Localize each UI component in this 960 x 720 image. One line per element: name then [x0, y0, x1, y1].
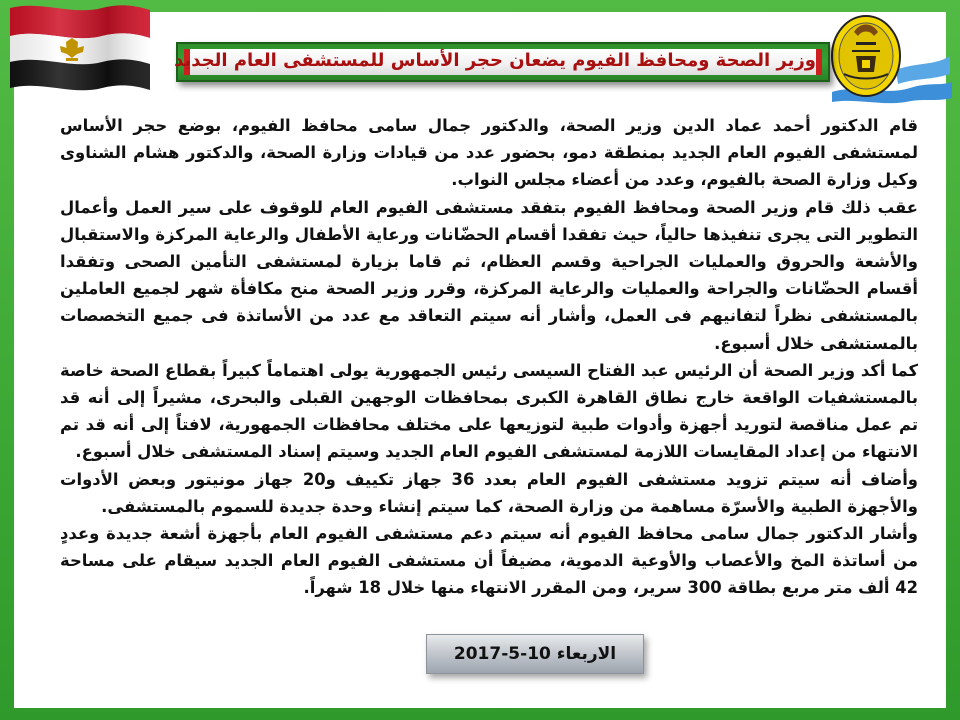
title-banner	[176, 42, 830, 82]
paragraph-2: عقب ذلك قام وزير الصحة ومحافظ الفيوم بتفقد مستشفى الفيوم العام للوقوف على سير العمل وأعمال التطوير التى يجرى تنفيذها حالياً، حيث تفقدا أقسام الحضّانات ورعاية الأطفال والرعاية المركزة والاستقبال والأشعة والحروق والعمليات الجراحية وقسم العظام، ثم قاما بزيارة لمستشفى التأمين الصحى وتفقدا أقسام الحضّانات والجراحة والعمليات والرعاية المركزة، وقرر وزير الصحة منح مكافأة شهر لجميع العاملين بالمستشفى نظراً لتفانيهم فى العمل، وأشار أنه سيتم التعاقد مع عدد من الأساتذة فى جميع التخصصات بالمستشفى خلال أسبوع.	[60, 197, 918, 353]
paragraph-3: كما أكد وزير الصحة أن الرئيس عبد الفتاح السيسى رئيس الجمهورية يولى اهتماماً كبيراً بقطاع الصحة خاصة بالمستشفيات الواقعة خارج نطاق القاهرة الكبرى بمحافظات الوجهين القبلى والبحرى، مشيراً إلى أنه قد تم عمل مناقصة لتوريد أجهزة وأدوات طبية لتوزيعها على مختلف محافظات الجمهورية، لافتاً إلى أنه قد تم الانتهاء من إعداد المقايسات اللازمة لمستشفى الفيوم العام الجديد وسيتم إسناد المستشفى خلال أسبوع.	[60, 360, 918, 462]
fayoum-governorate-emblem-icon	[826, 10, 954, 106]
article-body	[60, 112, 918, 602]
paragraph-1: قام الدكتور أحمد عماد الدين وزير الصحة، والدكتور جمال سامى محافظ الفيوم، بوضع حجر الأساس لمستشفى الفيوم العام الجديد بمنطقة دمو، بحضور عدد من قيادات وزارة الصحة، والدكتور هشام الشناوى وكيل وزارة الصحة بالفيوم، وعدد من أعضاء مجلس النواب.	[60, 116, 918, 190]
egypt-flag-icon	[2, 0, 152, 100]
page-title: وزير الصحة ومحافظ الفيوم يضعان حجر الأساس للمستشفى العام الجديد	[174, 50, 816, 71]
title-banner-inner	[174, 49, 822, 75]
date-plate	[426, 634, 644, 674]
paragraph-4: وأضاف أنه سيتم تزويد مستشفى الفيوم العام بعدد 36 جهاز تكييف و20 جهاز مونيتور وبعض الأدوات والأجهزة الطبية والأسرّة مساهمة من وزارة الصحة، كما سيتم إنشاء وحدة جديدة للسموم بالمستشفى.	[60, 469, 918, 516]
paragraph-5: وأشار الدكتور جمال سامى محافظ الفيوم أنه سيتم دعم مستشفى الفيوم العام بأجهزة أشعة جديدة وعددٍ من أساتذة المخ والأعصاب والأوعية الدموية، مضيفاً أن مستشفى الفيوم العام الجديد سيقام على مساحة 42 ألف متر مربع بطاقة 300 سرير، ومن المقرر الانتهاء منها خلال 18 شهراً.	[60, 524, 918, 598]
publish-date: الاربعاء 10-5-2017	[453, 644, 617, 664]
